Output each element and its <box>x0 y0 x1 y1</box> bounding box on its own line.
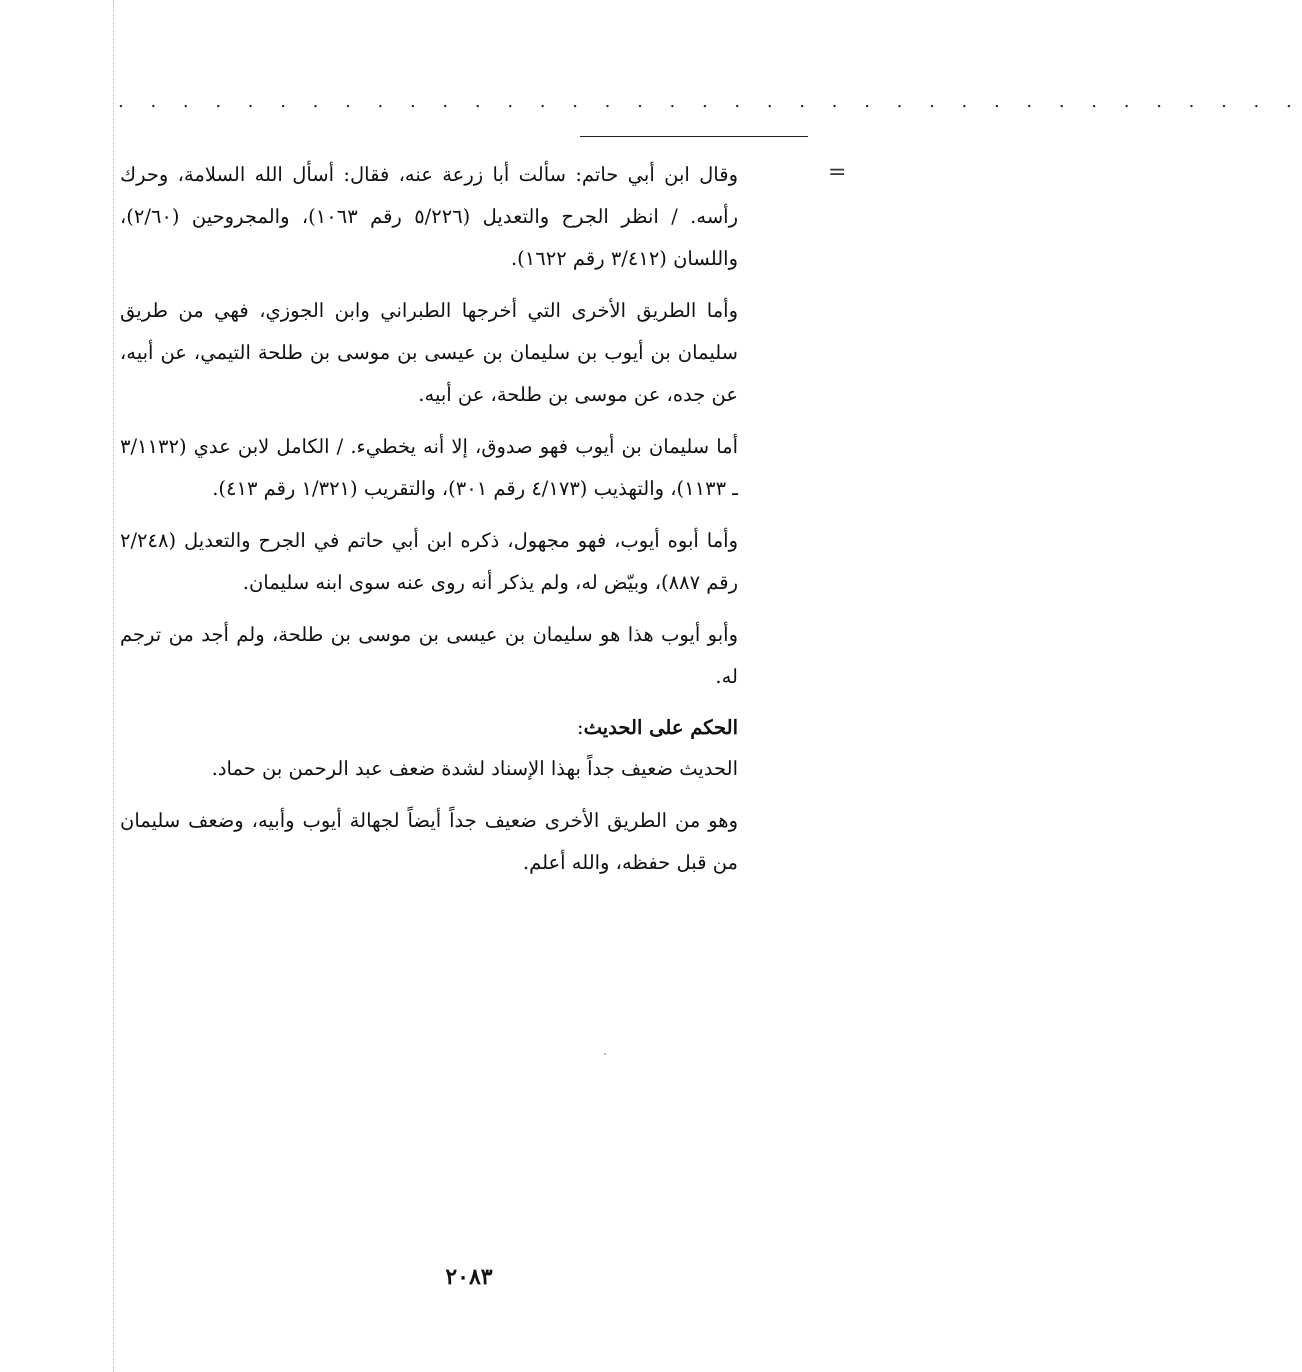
heading-colon: : <box>577 716 584 739</box>
paragraph-abu-hatim: وقال ابن أبي حاتم: سألت أبا زرعة عنه، فقال: أسأل الله السلامة، وحرك رأسه. / انظر الجرح والتعديل (٥/٢٢٦ رقم ١٠٦٣)، والمجروحين (٢/٦٠)، واللسان (٣/٤١٢ رقم ١٦٢٢). <box>120 163 738 270</box>
page-number: ٢٠٨٣ <box>445 1264 493 1290</box>
scan-speck <box>604 1053 606 1055</box>
paragraph-sulayman: أما سليمان بن أيوب فهو صدوق، إلا أنه يخطيء. / الكامل لابن عدي (٣/١١٣٢ ـ ١١٣٣)، والتهذيب (٤/١٧٣ رقم ٣٠١)، والتقريب (١/٣٢١ رقم ٤١٣). <box>120 435 738 500</box>
paragraph-ruling-primary: الحديث ضعيف جداً بهذا الإسناد لشدة ضعف عبد الرحمن بن حماد. <box>211 757 738 780</box>
section-heading <box>120 708 738 748</box>
footnote-rule <box>580 136 808 137</box>
paragraph-other-route: وأما الطريق الأخرى التي أخرجها الطبراني وابن الجوزي، فهي من طريق سليمان بن أيوب بن سليمان بن عيسى بن موسى بن طلحة التيمي، عن أبيه، عن جده، عن موسى بن طلحة، عن أبيه. <box>120 299 738 406</box>
page-body <box>120 154 738 894</box>
dotted-separator: . . . . . . . . . . . . . . . . . . . . . . . . . . . . . . . . . . . . . <box>118 91 1302 112</box>
paragraph-father-ayyub: وأما أبوه أيوب، فهو مجهول، ذكره ابن أبي حاتم في الجرح والتعديل (٢/٢٤٨ رقم ٨٨٧)، وبيّض له، ولم يذكر أنه روى عنه سوى ابنه سليمان. <box>120 529 738 594</box>
heading-text: الحكم على الحديث <box>583 716 738 739</box>
continuation-mark: = <box>828 160 847 185</box>
page-edge-line <box>113 0 114 1372</box>
paragraph-ruling-other: وهو من الطريق الأخرى ضعيف جداً أيضاً لجهالة أيوب وأبيه، وضعف سليمان من قبل حفظه، والله أعلم. <box>120 809 738 874</box>
paragraph-abu-ayyub: وأبو أيوب هذا هو سليمان بن عيسى بن موسى بن طلحة، ولم أجد من ترجم له. <box>120 623 738 688</box>
